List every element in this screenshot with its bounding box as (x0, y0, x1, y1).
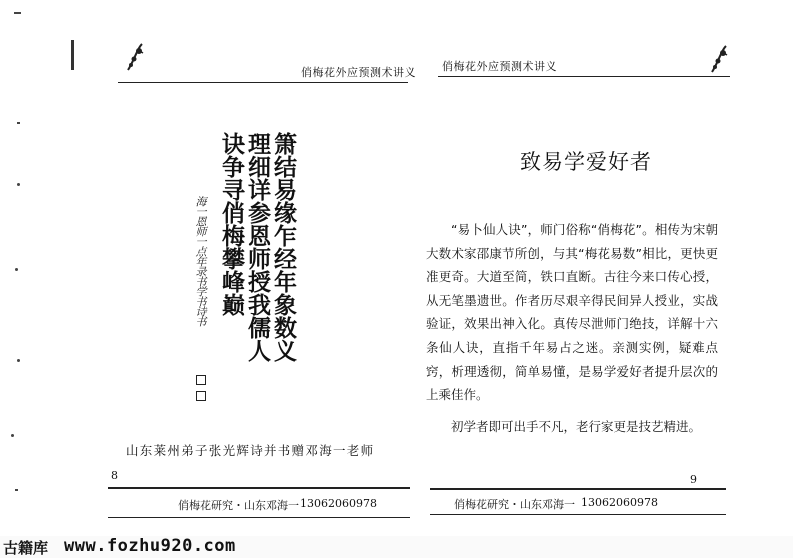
footer-text: 俏梅花研究・山东邓海一 (178, 499, 299, 512)
watermark-brand: 古籍库 (3, 539, 49, 557)
scan-mark (17, 122, 20, 124)
watermark-url: www.fozhu920.com (64, 536, 236, 556)
footer-rule (108, 487, 410, 489)
page-number: 9 (690, 473, 697, 486)
header-title: 俏梅花外应预测术讲义 (442, 60, 557, 73)
seal-stamp (196, 391, 206, 401)
scan-mark (15, 268, 18, 271)
footer-text: 俏梅花研究・山东邓海一 (454, 498, 575, 511)
signature-inscription: 海一恩师一点年录书学书诗书 (194, 196, 207, 326)
paragraph-1: “易卜仙人诀”，师门俗称“俏梅花”。相传为宋朝大数术家邵康节所创，与其“梅花易数”相比，更快更准更奇。大道至简，铁口直断。古往今来口传心授，从无笔墨遗世。作者历尽艰辛得民间异人授业，实战验证，效果出神入化。真传尽泄师门绝技，详解十六条仙人诀，直指千年易占之迷。亲测实例，疑难点窍，析理透彻，简单易懂，是易学爱好者提升层次的上乘佳作。 (426, 222, 718, 403)
plum-blossom-icon (708, 44, 730, 74)
page-number: 8 (111, 469, 118, 482)
header-rule (118, 82, 408, 83)
seal-stamp (196, 375, 206, 385)
body-text (426, 218, 718, 438)
page-heading: 致易学爱好者 (520, 150, 652, 174)
poem-column-2: 理细详参恩师授我儒人 (244, 132, 271, 362)
header-title: 俏梅花外应预测术讲义 (301, 66, 416, 79)
poem-column-3: 诀争寻俏梅攀峰巅 (218, 132, 245, 316)
scan-mark (11, 434, 14, 437)
poem-column-1: 箫结易缘乍经年象数义 (270, 132, 297, 362)
footer-rule-bottom (108, 517, 410, 518)
watermark-bar (0, 536, 793, 558)
plum-blossom-icon (124, 42, 146, 72)
scan-mark (71, 40, 74, 70)
scan-mark (17, 183, 20, 186)
footer-phone: 13062060978 (300, 497, 377, 510)
header-rule (438, 76, 730, 77)
scan-mark (14, 12, 21, 14)
scan-mark (17, 359, 20, 362)
scan-mark (15, 489, 18, 491)
footer-phone: 13062060978 (581, 496, 658, 509)
paragraph-2: 初学者即可出手不凡，老行家更是技艺精进。 (451, 418, 702, 434)
footer-rule (430, 488, 726, 490)
footer-rule-bottom (430, 514, 726, 515)
dedication-line: 山东莱州弟子张光辉诗并书赠邓海一老师 (126, 443, 375, 458)
